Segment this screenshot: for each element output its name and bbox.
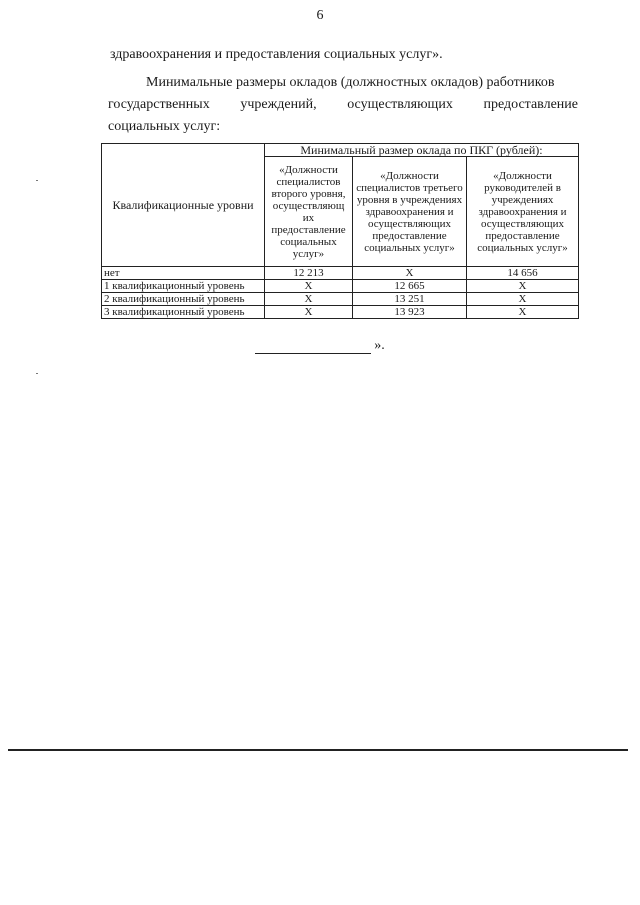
cell-value: 12 665 bbox=[353, 280, 467, 293]
cell-value: 12 213 bbox=[265, 267, 353, 280]
scan-speck bbox=[36, 180, 38, 181]
intro-line-3: социальных услуг: bbox=[108, 119, 221, 134]
table-row bbox=[102, 306, 579, 319]
page-number: 6 bbox=[316, 8, 324, 23]
scan-speck bbox=[36, 373, 38, 374]
cell-value: 13 251 bbox=[353, 293, 467, 306]
cell-value: Х bbox=[265, 293, 353, 306]
subheader-specialists-3: «Должности специалистов третьего уровня в учреждениях здравоохранения и осуществляющих предоставление социальных услуг» bbox=[353, 157, 467, 267]
closing-line bbox=[0, 338, 640, 354]
cell-value: 14 656 bbox=[467, 267, 579, 280]
row-level: нет bbox=[102, 267, 265, 280]
cell-value: Х bbox=[353, 267, 467, 280]
blank-underline bbox=[255, 339, 371, 354]
subheader-specialists-2: «Должности специалистов второго уровня, осуществляющ их предоставление социальных услуг» bbox=[265, 157, 353, 267]
cell-value: Х bbox=[265, 280, 353, 293]
table-row bbox=[102, 280, 579, 293]
closing-quote: ». bbox=[374, 338, 385, 353]
subheader-managers: «Должности руководителей в учреждениях здравоохранения и осуществляющих предоставление социальных услуг» bbox=[467, 157, 579, 267]
row-level: 2 квалификационный уровень bbox=[102, 293, 265, 306]
row-level: 3 квалификационный уровень bbox=[102, 306, 265, 319]
table-row bbox=[102, 293, 579, 306]
cell-value: Х bbox=[265, 306, 353, 319]
table-row bbox=[102, 267, 579, 280]
bottom-rule bbox=[8, 749, 628, 751]
salary-table bbox=[101, 143, 579, 319]
column-header-levels: Квалификационные уровни bbox=[102, 144, 265, 267]
cell-value: Х bbox=[467, 280, 579, 293]
group-header-salary: Минимальный размер оклада по ПКГ (рублей): bbox=[265, 144, 579, 157]
cell-value: Х bbox=[467, 293, 579, 306]
continuation-line: здравоохранения и предоставления социальных услуг». bbox=[110, 47, 443, 62]
intro-line-2: государственных учреждений, осуществляющих предоставление bbox=[108, 97, 578, 112]
row-level: 1 квалификационный уровень bbox=[102, 280, 265, 293]
intro-line-1: Минимальные размеры окладов (должностных окладов) работников bbox=[146, 75, 555, 90]
cell-value: Х bbox=[467, 306, 579, 319]
intro-paragraph bbox=[108, 72, 578, 138]
cell-value: 13 923 bbox=[353, 306, 467, 319]
